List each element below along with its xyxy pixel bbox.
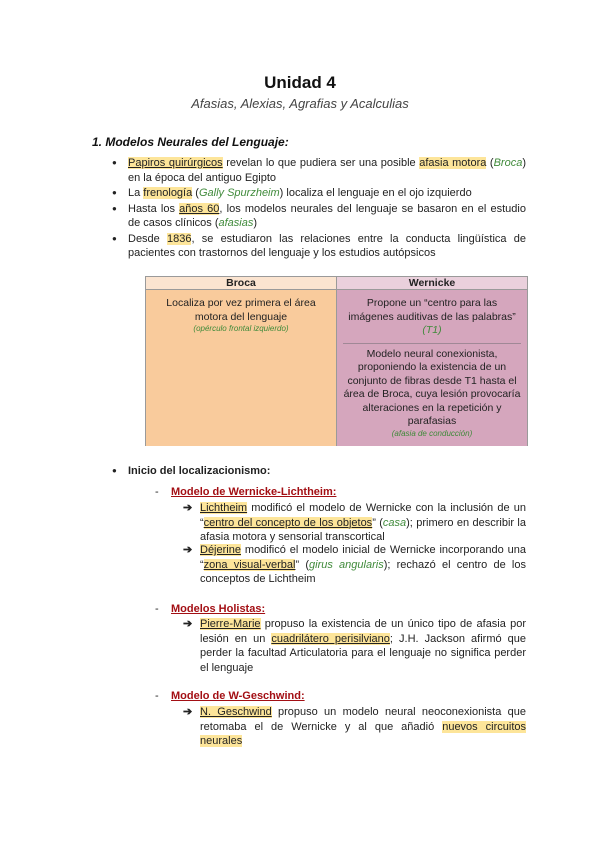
broca-description: Localiza por vez primera el área motora del lenguaje [166,297,316,323]
dash-marker: - [155,486,159,498]
dash-marker: - [155,603,159,615]
table-body-row [146,290,527,446]
lichtheim-paragraph: ➔ Lichtheim modificó el modelo de Wernicke con la inclusión de un “centro del concepto de los objetos” (casa); primero en describir la afasia motora y sensorial transcortical [183,502,526,543]
bullet-anos-60: ● Hasta los años 60, los modelos neurales del lenguaje se basaron en el estudio de casos clínicos (afasias) [128,202,526,231]
arrow-icon: ➔ [183,618,193,630]
table-header-wernicke: Wernicke [337,277,527,289]
wernicke-note-1: (T1) [422,324,442,336]
comparison-table [145,276,528,446]
arrow-icon: ➔ [183,544,193,556]
arrow-icon: ➔ [183,502,193,514]
bullet-frenologia: ● La frenología (Gally Spurzheim) localiza el lenguaje en el ojo izquierdo [128,186,526,201]
model-label: Modelos Holistas: [171,603,266,615]
localization-heading: ● Inicio del localizacionismo: [128,465,270,477]
table-cell-broca [146,290,337,446]
table-header-broca: Broca [146,277,337,289]
pierre-marie-paragraph: ➔ Pierre-Marie propuso la existencia de un único tipo de afasia por lesión en un cuadrilátero perisilviano; J.H. Jackson afirmó que perder la facultad Articulatoria para el lenguaje no significa perder el lenguaje [183,618,526,674]
cell-divider [343,343,521,344]
section-heading: 1. Modelos Neurales del Lenguaje: [92,135,289,149]
dejerine-paragraph: ➔ Déjerine modificó el modelo inicial de Wernicke incorporando una “zona visual-verbal” (girus angularis); rechazó el centro de los conceptos de Lichtheim [183,544,526,585]
dash-marker: - [155,690,159,702]
broca-note: (opérculo frontal izquierdo) [193,324,289,333]
bullet-papiros: ● Papiros quirúrgicos revelan lo que pudiera ser una posible afasia motora (Broca) en la época del antiguo Egipto [128,156,526,185]
wernicke-description-1: Propone un “centro para las imágenes auditivas de las palabras” [348,297,516,323]
table-cell-wernicke [337,290,527,446]
table-header-row [146,277,527,290]
geschwind-paragraph: ➔ N. Geschwind propuso un modelo neural neoconexionista que retomaba el de Wernicke y al que añadió nuevos circuitos neurales [183,706,526,747]
arrow-icon: ➔ [183,706,193,718]
model-label: Modelo de W-Geschwind: [171,690,305,702]
wernicke-note-2: (afasia de conducción) [391,428,473,438]
wernicke-description-2: Modelo neural conexionista, proponiendo la existencia de un conjunto de fibras desde T1 hasta el área de Broca, cuya lesión provocaría alteraciones en la repetición y parafasias [343,347,521,427]
page-subtitle: Afasias, Alexias, Agrafias y Acalculias [191,96,409,111]
bullet-1836: ● Desde 1836, se estudiaron las relaciones entre la conducta lingüística de pacientes con trastornos del lenguaje y los estudios autópsicos [128,232,526,261]
intro-bullet-list [128,156,526,262]
page-title: Unidad 4 [264,73,336,92]
model-label: Modelo de Wernicke-Lichtheim: [171,486,337,498]
